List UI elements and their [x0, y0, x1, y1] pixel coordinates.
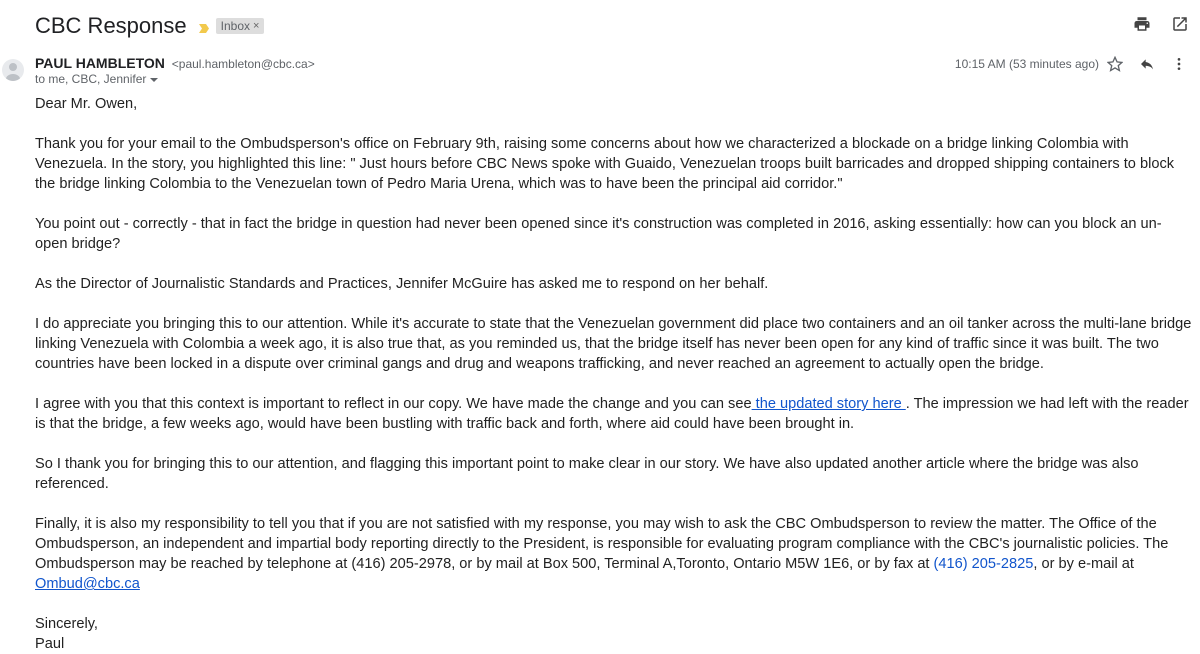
sender-avatar[interactable]: [2, 59, 24, 81]
fax-number-link[interactable]: (416) 205-2825: [933, 556, 1034, 572]
open-in-new-window-icon[interactable]: [1170, 14, 1190, 34]
reply-icon[interactable]: [1138, 55, 1156, 73]
email-subject: CBC Response: [35, 13, 187, 38]
recipients-toggle[interactable]: [35, 72, 158, 86]
message-timestamp: 10:15 AM (53 minutes ago): [954, 57, 1099, 71]
paragraph-5-end: . The impression we had left with the reader is that the bridge, a few weeks ago, would have been bustling with traffic back and forth, where aid could have been brought in.: [35, 396, 1189, 432]
paragraph-7-mid: , or by e-mail at: [1033, 556, 1134, 572]
star-icon[interactable]: [1106, 55, 1124, 73]
print-icon[interactable]: [1132, 14, 1152, 34]
subject-header: [35, 10, 264, 42]
recipients-text: to me, CBC, Jennifer: [35, 72, 147, 86]
updated-story-link[interactable]: the updated story here: [751, 396, 906, 412]
remove-label-button[interactable]: ×: [253, 20, 260, 32]
message-actions: [1106, 55, 1188, 73]
inbox-label[interactable]: [216, 18, 265, 34]
sender-email: <paul.hambleton@cbc.ca>: [171, 57, 315, 71]
sender-name[interactable]: PAUL HAMBLETON: [35, 55, 165, 71]
chevron-down-icon[interactable]: [150, 72, 158, 86]
paragraph-3: As the Director of Journalistic Standards and Practices, Jennifer McGuire has asked me to respond on her behalf.: [35, 276, 769, 292]
thread-toolbar: [1132, 14, 1190, 34]
paragraph-4: I do appreciate you bringing this to our attention. While it's accurate to state that the Venezuelan government did place two containers and an oil tanker across the multi-lane bridge linking Venezuela with Colombia a week ago, it is also true that, as you reminded us, that the bridge itself has never been open for any kind of traffic since it was built. The two countries have been locked in a dispute over criminal gangs and drug and weapons trafficking, and never reached an agreement to actually open the bridge.: [35, 316, 1192, 372]
paragraph-2: You point out - correctly - that in fact the bridge in question had never been opened since it's construction was completed in 2016, asking essentially: how can you block an un-open bridge?: [35, 216, 1162, 252]
paragraph-5: [35, 394, 1192, 434]
message-body: [35, 94, 1192, 654]
paragraph-7: [35, 514, 1192, 594]
paragraph-1: Thank you for your email to the Ombudsperson's office on February 9th, raising some concerns about how we characterized a blockade on a bridge linking Colombia with Venezuela. In the story, you highlighted this line: " Just hours before CBC News spoke with Guaido, Venezuelan troops built barricades and dropped shipping containers to block the bridge linking Colombia to the Venezuelan town of Pedro Maria Urena, which was to have been the principal aid corridor.": [35, 136, 1175, 192]
closing-sincerely: Sincerely,: [35, 616, 98, 632]
paragraph-6: So I thank you for bringing this to our attention, and flagging this important point to make clear in our story. We have also updated another article where the bridge was also referenced.: [35, 456, 1139, 492]
paragraph-7-start: Finally, it is also my responsibility to tell you that if you are not satisfied with my response, you may wish to ask the CBC Ombudsperson to review the matter. The Office of the Ombudsperson, an independent and impartial body reporting directly to the President, is responsible for evaluating program compliance with the CBC's journalistic policies. The Ombudsperson may be reached by telephone at (416) 205-2978, or by mail at Box 500, Terminal A,Toronto, Ontario M5W 1E6, or by fax at: [35, 516, 1169, 572]
importance-marker-icon[interactable]: [199, 21, 210, 32]
inbox-label-text: Inbox: [220, 19, 250, 33]
ombud-email-link[interactable]: Ombud@cbc.ca: [35, 576, 140, 592]
paragraph-5-start: I agree with you that this context is important to reflect in our copy. We have made the change and you can see: [35, 396, 752, 412]
more-vert-icon[interactable]: [1170, 55, 1188, 73]
sender-line: [35, 55, 315, 71]
closing-signature: Paul: [35, 636, 65, 652]
greeting: Dear Mr. Owen,: [35, 96, 138, 112]
